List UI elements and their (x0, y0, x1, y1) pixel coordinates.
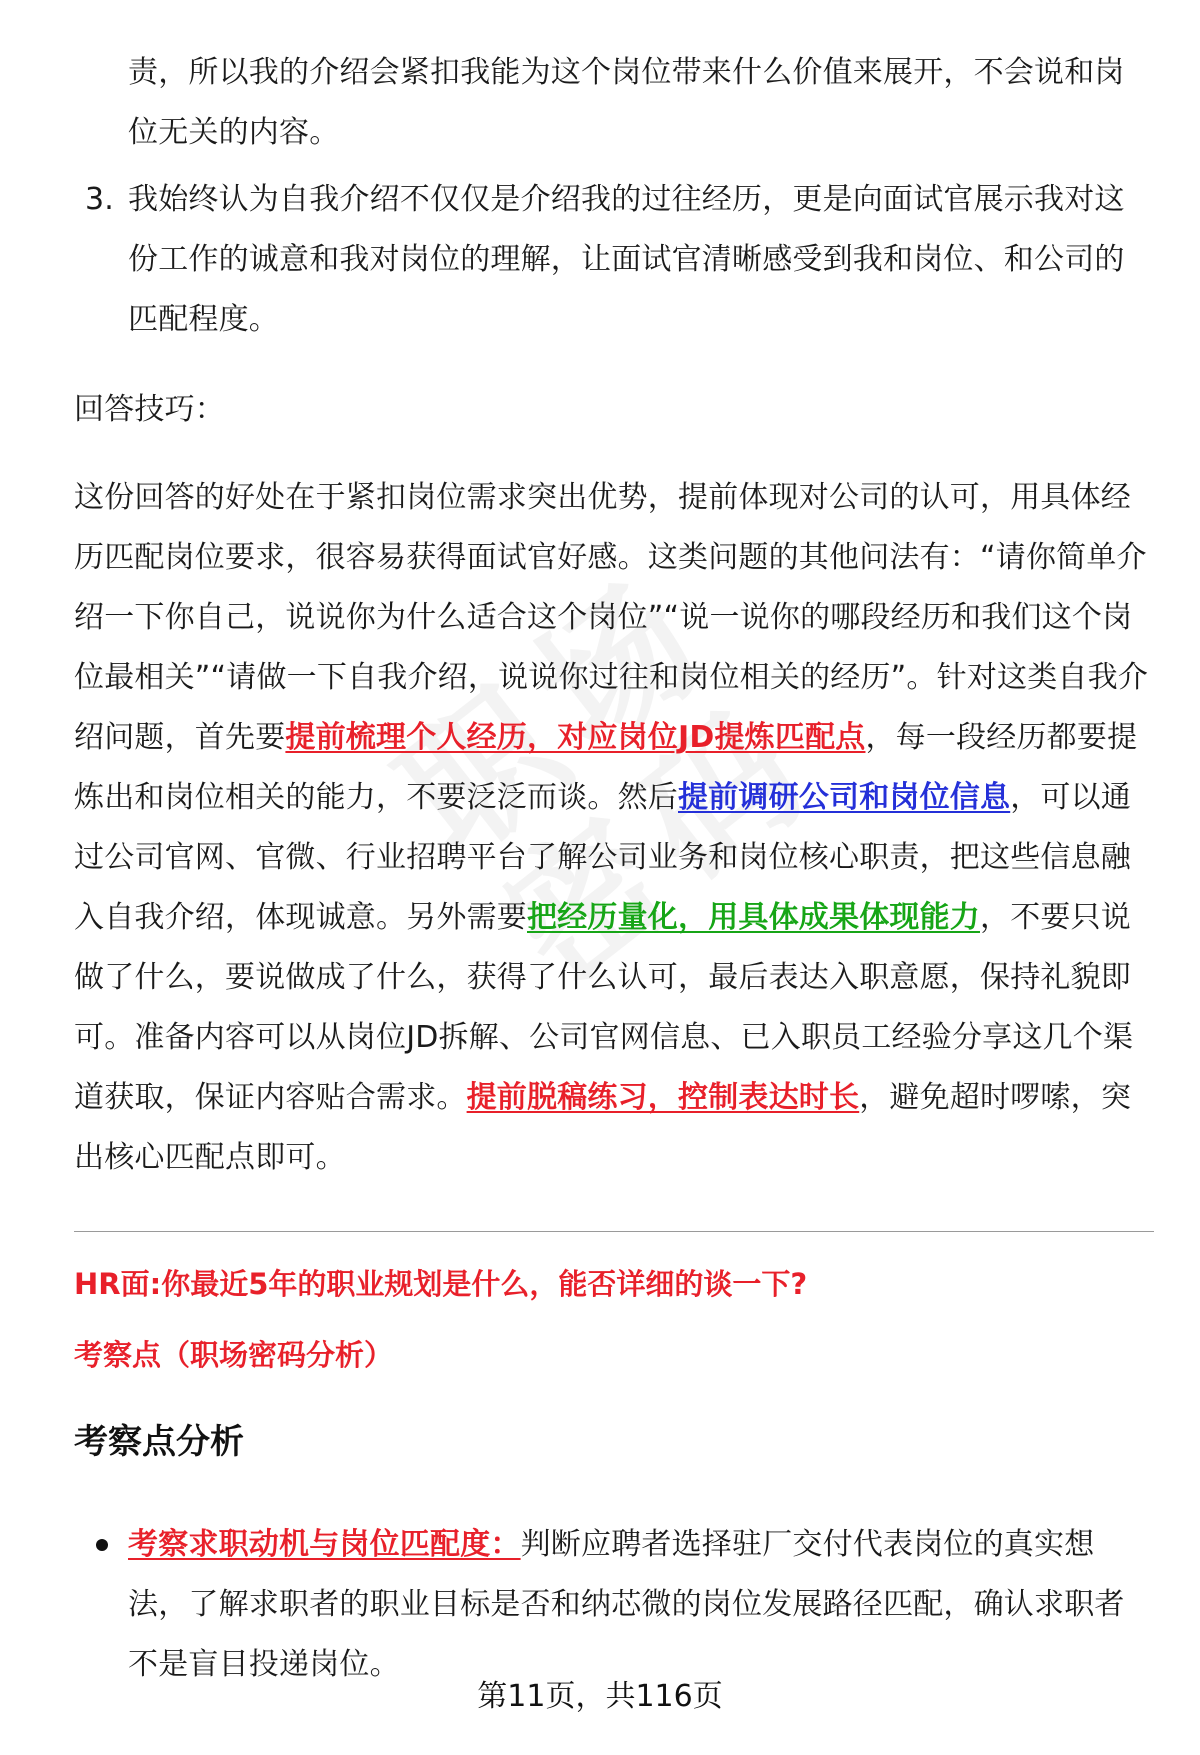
question-subtitle: 考察点（职场密码分析） (74, 1338, 394, 1372)
bullet-body (128, 1515, 1146, 1695)
highlight-green: 把经历量化，用具体成果体现能力 (527, 900, 980, 935)
tips-text-5: ，避免超时啰嗦，突出核心匹配点即可。 (74, 1080, 1132, 1175)
page-footer: 第11页，共116页 (477, 1679, 723, 1714)
tips-text-1: 这份回答的好处在于紧扣岗位需求突出优势，提前体现对公司的认可，用具体经历匹配岗位要求，很容易获得面试官好感。这类问题的其他问法有：“请你简单介绍一下你自己，说说你为什么适合这个岗位”“说一说你的哪段经历和我们这个岗位最相关”“请做一下自我介绍，说说你过往和岗位相关的经历”。针对这类自我介绍问题，首先要 (74, 480, 1149, 755)
section-divider (74, 1231, 1154, 1232)
tips-label: 回答技巧： (74, 392, 225, 427)
question-title: HR面:你最近5年的职业规划是什么，能否详细的谈一下? (74, 1267, 808, 1301)
analysis-heading: 考察点分析 (74, 1422, 244, 1462)
bullet-dot-icon (96, 1539, 108, 1551)
tips-text-2: ，每一段经历都要提炼出和岗位相关的能力，不要泛泛而谈。然后 (74, 720, 1138, 815)
analysis-bullet-1 (96, 1515, 1146, 1695)
tips-text-3: ，可以通过公司官网、官微、行业招聘平台了解公司业务和岗位核心职责，把这些信息融入自我介绍，体现诚意。另外需要 (74, 780, 1132, 935)
list-item-text: 责，所以我的介绍会紧扣我能为这个岗位带来什么价值来展开，不会说和岗位无关的内容。 (128, 55, 1125, 150)
tips-paragraph (74, 468, 1154, 1188)
bullet-label: 考察求职动机与岗位匹配度： (128, 1527, 521, 1562)
tips-text-4: ，不要只说做了什么，要说做成了什么，获得了什么认可，最后表达入职意愿，保持礼貌即可。准备内容可以从岗位JD拆解、公司官网信息、已入职员工经验分享这几个渠道获取，保证内容贴合需求。 (74, 900, 1134, 1115)
highlight-red-1: 提前梳理个人经历，对应岗位JD提炼匹配点 (285, 720, 866, 755)
list-item-3 (85, 170, 1145, 350)
highlight-red-2: 提前脱稿练习，控制表达时长 (466, 1080, 860, 1115)
list-item-text: 我始终认为自我介绍不仅仅是介绍我的过往经历，更是向面试官展示我对这份工作的诚意和我对岗位的理解，让面试官清晰感受到我和岗位、和公司的匹配程度。 (128, 182, 1125, 337)
list-item-2-continued (85, 43, 1145, 163)
bullet-text: 判断应聘者选择驻厂交付代表岗位的真实想法，了解求职者的职业目标是否和纳芯微的岗位发展路径匹配，确认求职者不是盲目投递岗位。 (128, 1527, 1125, 1682)
highlight-blue: 提前调研公司和岗位信息 (678, 780, 1011, 815)
list-item-number: 3. (85, 182, 115, 217)
